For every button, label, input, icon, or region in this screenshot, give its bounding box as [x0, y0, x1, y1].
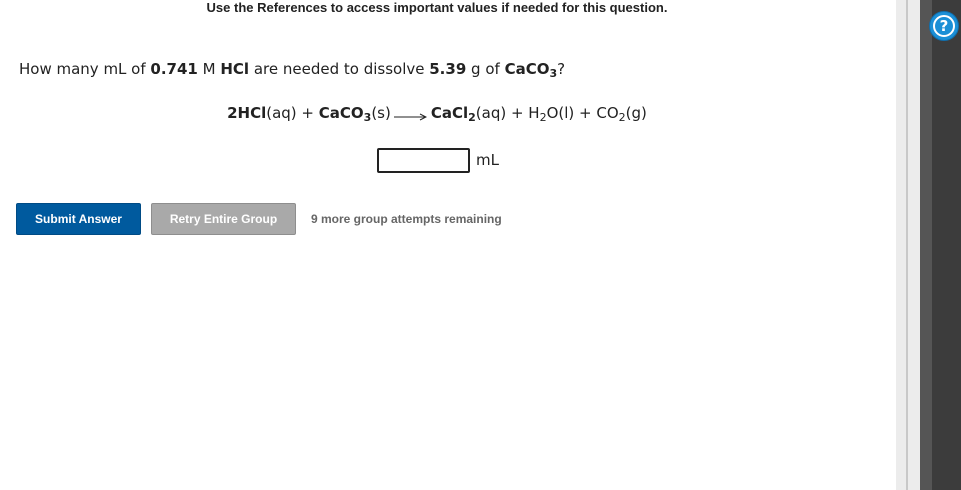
question-text	[19, 59, 565, 79]
help-button[interactable]	[929, 11, 959, 41]
equation-product-2-rest: O(l) + CO	[546, 104, 619, 122]
attempts-remaining-text: 9 more group attempts remaining	[311, 212, 502, 226]
equation-reactant-2	[319, 104, 372, 122]
scroll-gutter	[896, 0, 920, 490]
equation-reactant-1-state: (aq) +	[266, 104, 319, 122]
reaction-arrow-icon	[394, 108, 427, 120]
question-mass: 5.39	[429, 60, 467, 78]
question-suffix: ?	[557, 60, 566, 78]
question-solute-formula: CaCO	[504, 60, 550, 78]
question-prefix: How many mL of	[19, 60, 151, 78]
equation-reactant-2-subscript: 3	[363, 111, 372, 124]
question-middle: are needed to dissolve	[249, 60, 430, 78]
question-mass-unit: g of	[466, 60, 505, 78]
equation-reactant-2-state: (s)	[371, 104, 391, 122]
question-solute-subscript: 3	[549, 67, 558, 80]
submit-answer-button[interactable]: Submit Answer	[16, 203, 141, 235]
question-concentration: 0.741	[150, 60, 198, 78]
gutter-divider	[906, 0, 908, 490]
retry-entire-group-button[interactable]: Retry Entire Group	[151, 203, 296, 235]
equation-product-1-subscript: 2	[468, 111, 476, 124]
side-panel-stripe	[920, 0, 932, 490]
question-molar-unit: M	[197, 60, 221, 78]
equation-product-1-formula: CaCl	[430, 104, 469, 122]
answer-input[interactable]	[377, 148, 470, 173]
question-solute	[505, 60, 558, 78]
equation-reactant-1: 2HCl	[227, 104, 267, 122]
equation-product-3-subscript: 2	[618, 111, 626, 124]
question-acid: HCl	[220, 60, 250, 78]
references-note: Use the References to access important values if needed for this question.	[206, 0, 668, 15]
answer-unit-label: mL	[476, 151, 499, 169]
chemical-equation	[0, 103, 874, 123]
equation-product-1	[431, 104, 476, 122]
equation-product-1-state: (aq) + H	[475, 104, 540, 122]
equation-product-2-subscript: 2	[539, 111, 547, 124]
question-mark-icon: ?	[933, 15, 955, 37]
equation-product-3-state: (g)	[625, 104, 647, 122]
equation-reactant-2-formula: CaCO	[318, 104, 364, 122]
